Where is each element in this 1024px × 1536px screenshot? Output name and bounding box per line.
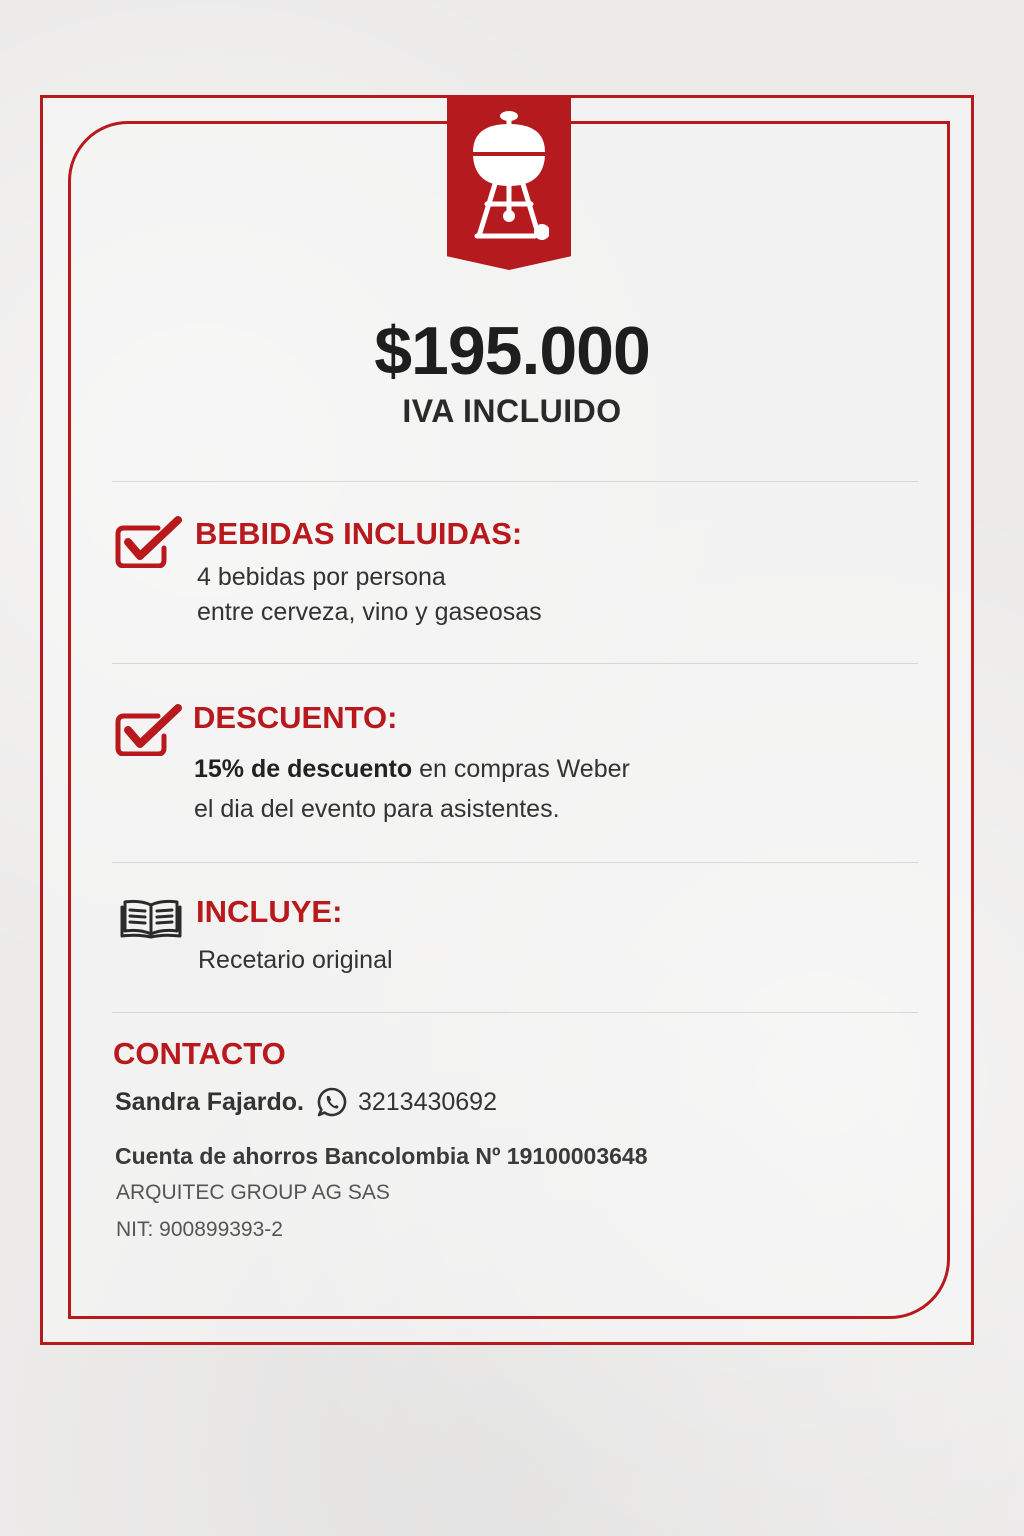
check-box-icon bbox=[114, 702, 182, 756]
whatsapp-icon bbox=[316, 1086, 348, 1118]
discount-title: DESCUENTO: bbox=[193, 700, 398, 735]
kettle-grill-icon bbox=[469, 104, 549, 254]
contact-name: Sandra Fajardo. bbox=[115, 1087, 304, 1116]
check-box-icon bbox=[114, 514, 182, 568]
company-name: ARQUITEC GROUP AG SAS bbox=[116, 1181, 390, 1204]
contact-line bbox=[115, 1086, 497, 1118]
discount-line-2: el dia del evento para asistentes. bbox=[194, 795, 560, 823]
discount-line-1-rest: en compras Weber bbox=[412, 755, 630, 783]
bank-account: Cuenta de ahorros Bancolombia Nº 19100003648 bbox=[115, 1143, 648, 1169]
tax-note: IVA INCLUIDO bbox=[402, 393, 622, 429]
price-amount: $195.000 bbox=[374, 313, 650, 389]
contact-phone[interactable]: 3213430692 bbox=[357, 1087, 497, 1116]
includes-line-1: Recetario original bbox=[198, 946, 393, 974]
open-book-icon bbox=[120, 897, 182, 939]
header-ribbon bbox=[447, 98, 571, 270]
divider bbox=[112, 663, 918, 664]
discount-line-1 bbox=[194, 755, 630, 784]
includes-title: INCLUYE: bbox=[196, 894, 343, 929]
divider bbox=[112, 1012, 918, 1013]
drinks-title: BEBIDAS INCLUIDAS: bbox=[195, 516, 523, 551]
drinks-line-1: 4 bebidas por persona bbox=[197, 563, 446, 591]
drinks-line-2: entre cerveza, vino y gaseosas bbox=[197, 598, 542, 626]
contact-title: CONTACTO bbox=[113, 1036, 286, 1071]
divider bbox=[112, 481, 918, 482]
divider bbox=[112, 862, 918, 863]
discount-highlight: 15% de descuento bbox=[194, 755, 413, 783]
company-nit: NIT: 900899393-2 bbox=[116, 1218, 283, 1241]
